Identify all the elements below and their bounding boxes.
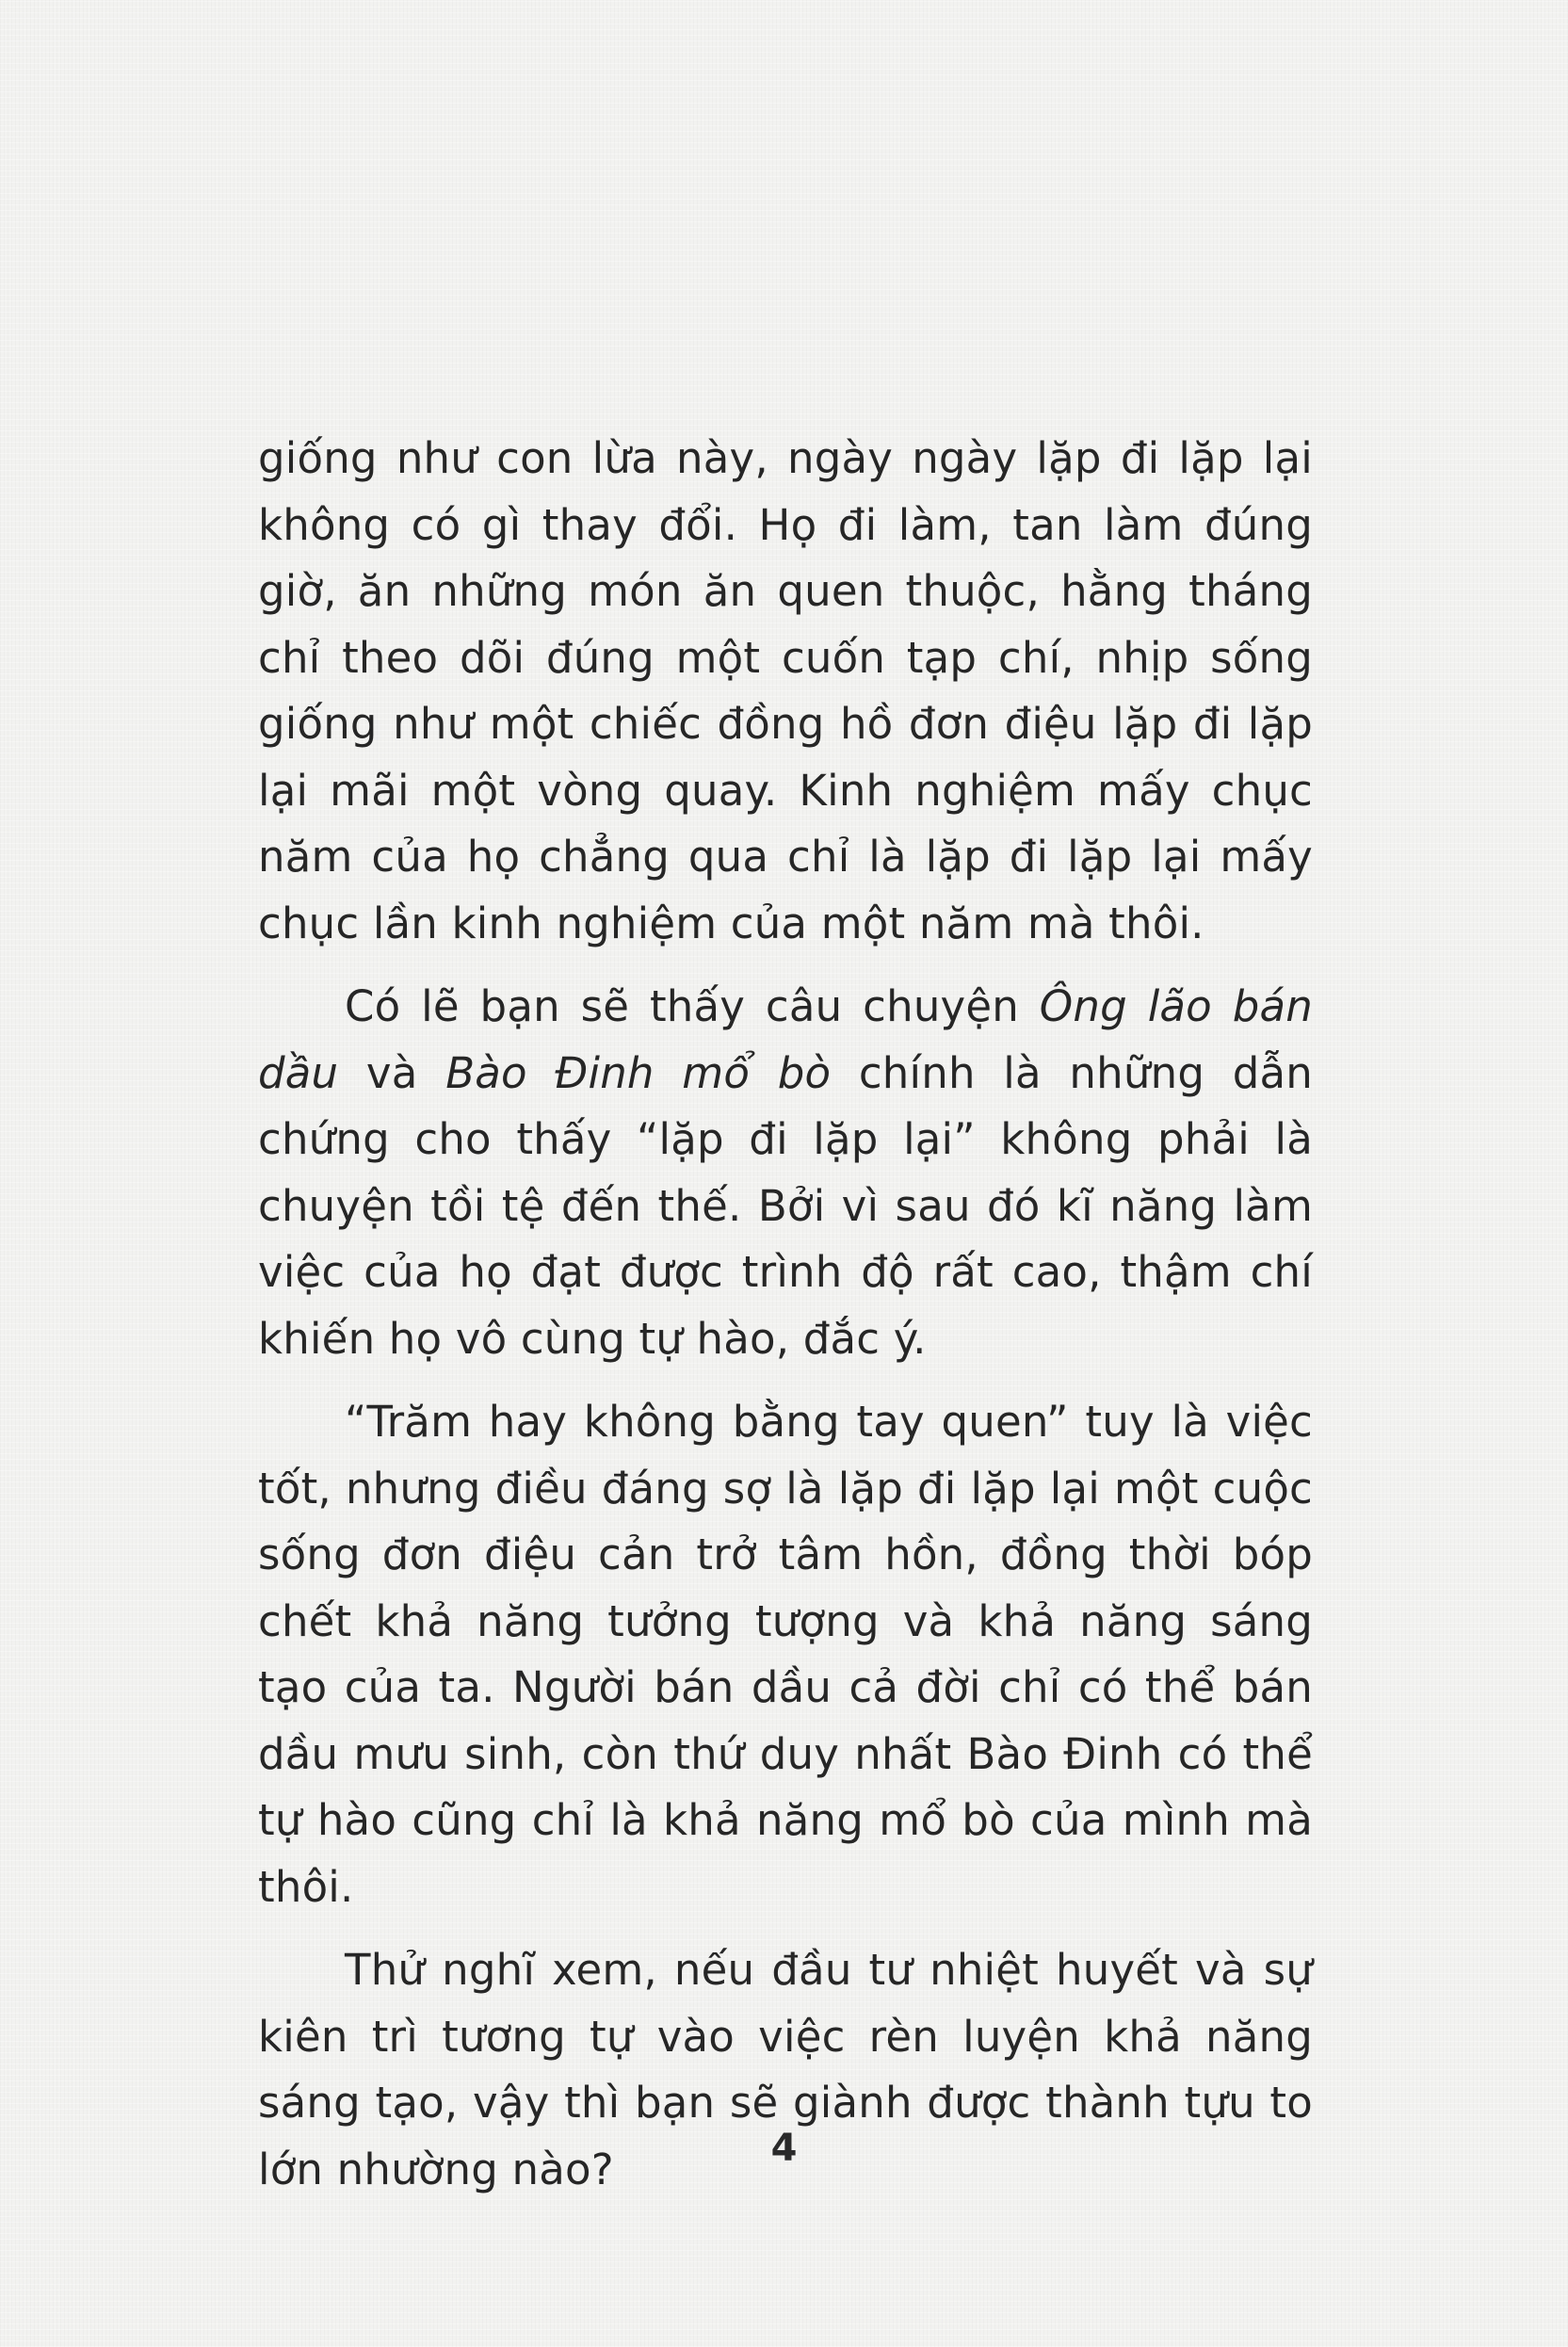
story-title-butcher: Bào Đinh mổ bò — [445, 1047, 832, 1098]
paragraph-1: giống như con lừa này, ngày ngày lặp đi lặp lại không có gì thay đổi. Họ đi làm, tan làm đúng giờ, ăn những món ăn quen thuộc, hằng tháng chỉ theo dõi đúng một cuốn tạp chí, nhịp sống giống như một chiếc đồng hồ đơn điệu lặp đi lặp lại mãi một vòng quay. Kinh nghiệm mấy chục năm của họ chẳng qua chỉ là lặp đi lặp lại mấy chục lần kinh nghiệm của một năm mà thôi. — [258, 433, 1313, 948]
paragraph-2 — [258, 974, 1313, 1372]
paragraph-2-part-2: và — [338, 1047, 446, 1098]
paragraph-2-part-3: chính là những dẫn chứng cho thấy “lặp đi lặp lại” không phải là chuyện tồi tệ đến thế. Bởi vì sau đó kĩ năng làm việc của họ đạt được trình độ rất cao, thậm chí khiến họ vô cùng tự hào, đắc ý. — [258, 1047, 1313, 1364]
body-text — [258, 426, 1313, 2220]
paragraph-3: “Trăm hay không bằng tay quen” tuy là việc tốt, nhưng điều đáng sợ là lặp đi lặp lại một cuộc sống đơn điệu cản trở tâm hồn, đồng thời bóp chết khả năng tưởng tượng và khả năng sáng tạo của ta. Người bán dầu cả đời chỉ có thể bán dầu mưu sinh, còn thứ duy nhất Bào Đinh có thể tự hào cũng chỉ là khả năng mổ bò của mình mà thôi. — [258, 1397, 1313, 1912]
page-number: 4 — [770, 2127, 798, 2170]
paragraph-2-part-1: Có lẽ bạn sẽ thấy câu chuyện — [345, 981, 1040, 1031]
paragraph-4: Thử nghĩ xem, nếu đầu tư nhiệt huyết và sự kiên trì tương tự vào việc rèn luyện khả năng sáng tạo, vậy thì bạn sẽ giành được thành tựu to lớn nhường nào? — [258, 1945, 1313, 2194]
story-title-oil-seller: Ông lão bán dầu — [258, 981, 1313, 1098]
